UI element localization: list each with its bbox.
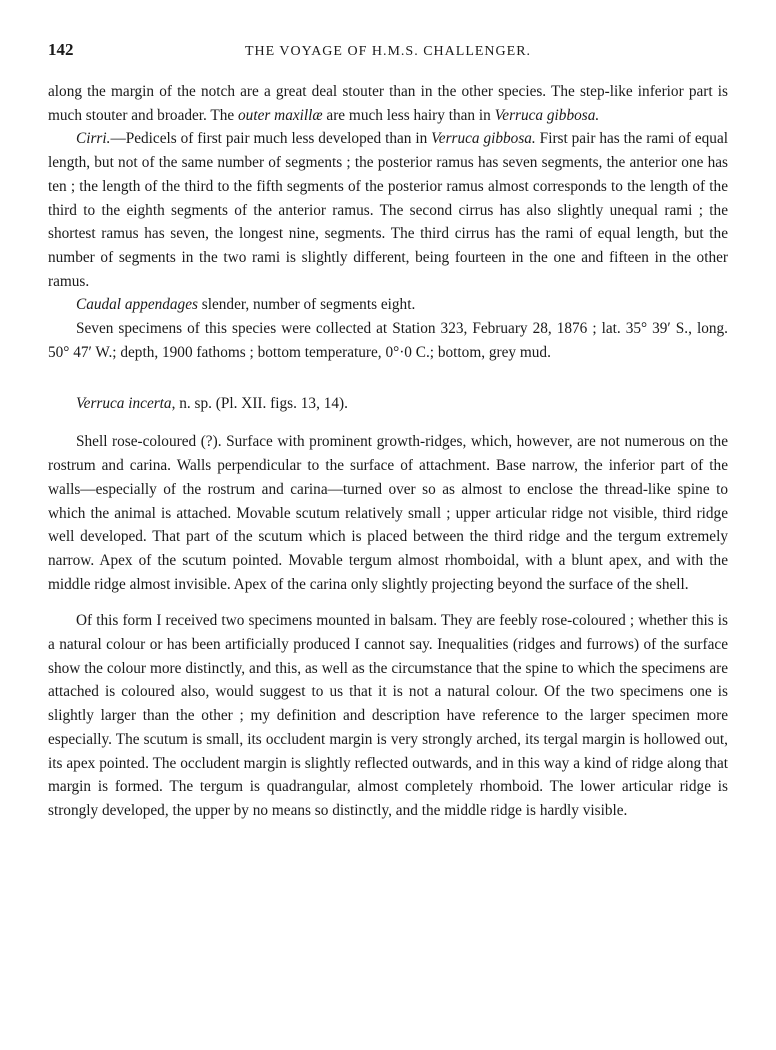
- text-run: along the margin of the notch are a great deal stouter than in the other species. The step-like inferior part is much stouter and broader. The: [48, 83, 728, 124]
- paragraph-cirri: [48, 127, 728, 293]
- paragraph-caudal: [48, 293, 728, 317]
- paragraph-description: Shell rose-coloured (?). Surface with prominent growth-ridges, which, however, are not numerous on the rostrum and carina. Walls perpendicular to the surface of attachment. Base narrow, the inferior part of the walls—especially of the rostrum and carina—turned over so as almost to enclose the thread-like spine to which the animal is attached. Movable scutum relatively small ; upper articular ridge not visible, third ridge well developed. That part of the scutum which is placed between the third ridge and the tergum extremely narrow. Apex of the scutum pointed. Movable tergum almost rhomboidal, with a blunt apex, and with the middle ridge almost invisible. Apex of the carina only slightly projecting beyond the surface of the shell.: [48, 433, 728, 593]
- species-heading-rest: , n. sp. (Pl. XII. figs. 13, 14).: [171, 395, 348, 413]
- running-head: THE VOYAGE OF H.M.S. CHALLENGER.: [244, 44, 532, 59]
- species-reference: Verruca gibbosa.: [494, 106, 600, 124]
- italic-term: outer maxillæ: [238, 106, 323, 124]
- text-run: slender, number of segments eight.: [197, 296, 416, 314]
- page: [48, 40, 728, 823]
- spacer: [48, 596, 728, 609]
- text-run: First pair has the rami of equal length, but not of the same number of segments ; the posterior ramus has seven segments, the anterior one has ten ; the length of the third to the fifth segments of the posterior ramus almost corresponds to the length of the third to the eighth segments of the anterior ramus. The second cirrus has also slightly unequal rami ; the shortest ramus has seven, the longest nine, segments. The third cirrus has the rami of equal length, but the number of segments in the two rami is slightly different, being fourteen in the one and fifteen in the other ramus.: [48, 130, 728, 290]
- page-header: [48, 40, 728, 66]
- section-label-caudal: Caudal appendages: [76, 296, 198, 314]
- page-number: 142: [48, 40, 74, 59]
- paragraph-specimens: Seven specimens of this species were collected at Station 323, February 28, 1876 ; lat. 35° 39′ S., long. 50° 47′ W.; depth, 1900 fathoms ; bottom temperature, 0°·0 C.; bottom, grey mud.: [48, 320, 728, 361]
- text-run: —Pedicels of first pair much less developed than in: [110, 130, 432, 148]
- species-heading: [48, 392, 728, 416]
- section-label-cirri: Cirri.: [76, 130, 111, 148]
- species-reference: Verruca gibbosa.: [431, 130, 536, 148]
- paragraph-maxillae: [48, 80, 728, 127]
- spacer: [48, 364, 728, 392]
- paragraph-remarks: Of this form I received two specimens mounted in balsam. They are feebly rose-coloured ; whether this is a natural colour or has been artificially produced I cannot say. Inequalities (ridges and furrows) of the surface show the colour more distinctly, and this, as well as the circumstance that the spine to which the specimens are attached is coloured also, would suggest to us that it is not a natural colour. Of the two specimens one is slightly larger than the other ; my definition and description have reference to the larger specimen more especially. The scutum is small, its occludent margin is very strongly arched, its tergal margin is hollowed out, its apex pointed. The occludent margin is slightly reflected outwards, and in this way a kind of ridge along that margin is formed. The tergum is quadrangular, almost completely rhomboid. The lower articular ridge is strongly developed, the upper by no means so distinctly, and the middle ridge is hardly visible.: [48, 612, 728, 819]
- text-run: are much less hairy than in: [322, 106, 495, 124]
- species-name: Verruca incerta: [76, 395, 172, 413]
